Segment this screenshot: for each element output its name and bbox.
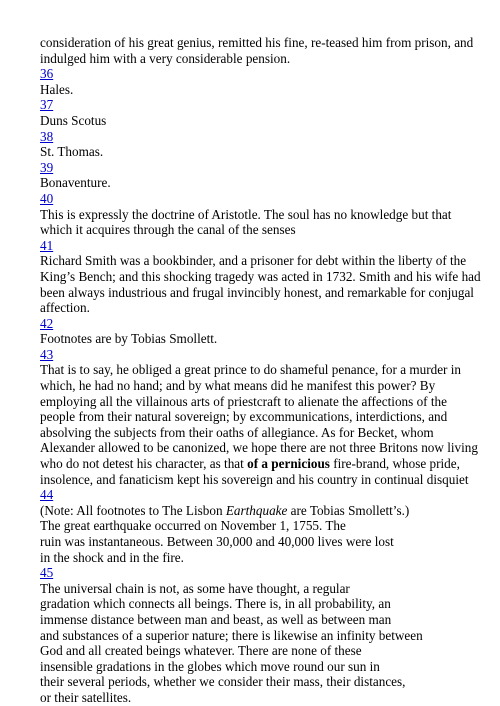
footnote-link-41[interactable]: 41: [40, 237, 54, 253]
footnote-link-40[interactable]: 40: [40, 190, 54, 206]
text-line: their several periods, whether we consider their mass, their distances,: [40, 674, 406, 690]
text-line-with-bold: [40, 456, 464, 472]
text-line: affection.: [40, 300, 90, 316]
footnote-continuation: [40, 35, 474, 66]
text-line: or their satellites.: [40, 689, 132, 705]
text-line: That is to say, he obliged a great prince to do shameful penance, for a murder in: [40, 362, 461, 378]
text-line: King’s Bench; and this shocking tragedy was acted in 1732. Smith and his wife had: [40, 268, 481, 284]
text-line: God and all created beings whatever. There are none of these: [40, 643, 362, 659]
bold-phrase: of a pernicious: [247, 456, 330, 472]
footnote-link-43[interactable]: 43: [40, 346, 54, 362]
italic-title: Earthquake: [225, 502, 288, 518]
text-line: which it acquires through the canal of the senses: [40, 222, 296, 238]
footnote-link-38[interactable]: 38: [40, 128, 54, 144]
text-line: Alexander allowed to be canonized, we hope there are not three Britons now living: [40, 440, 478, 456]
text-line: St. Thomas.: [40, 144, 104, 160]
text-line: which, he had no hand; and by what means did he manifest this power? By: [40, 378, 436, 394]
text-line: immense distance between man and beast, as well as between man: [40, 611, 392, 627]
footnote-36: [40, 82, 464, 98]
text-line: Duns Scotus: [40, 112, 107, 128]
footnote-link-45[interactable]: 45: [40, 565, 54, 581]
text-run: are Tobias Smollett’s.): [287, 502, 410, 518]
footnote-link-37[interactable]: 37: [40, 97, 54, 113]
footnote-38: [40, 144, 464, 160]
text-line: absolving the subjects from their oaths of allegiance. As for Becket, whom: [40, 424, 434, 440]
footnote-link-39[interactable]: 39: [40, 159, 54, 175]
text-line: insensible gradations in the globes which move round our sun in: [40, 658, 380, 674]
footnote-link-36[interactable]: 36: [40, 66, 54, 82]
footnote-link-44[interactable]: 44: [40, 487, 54, 503]
text-line: indulged him with a very considerable pension.: [40, 50, 291, 66]
text-line: ruin was instantaneous. Between 30,000 and 40,000 lives were lost: [40, 534, 394, 549]
footnote-42: [40, 331, 464, 347]
text-line: consideration of his great genius, remitted his fine, re-teased him from prison, and: [40, 35, 474, 50]
footnote-41: [40, 253, 481, 316]
text-line: Footnotes are by Tobias Smollett.: [40, 331, 218, 347]
footnote-39: [40, 175, 464, 191]
text-line: The universal chain is not, as some have thought, a regular: [40, 580, 350, 596]
footnote-40: [40, 207, 464, 238]
text-line: Bonaventure.: [40, 175, 111, 191]
text-line: employing all the villainous arts of priestcraft to alienate the affections of the: [40, 393, 447, 409]
text-line: insolence, and fanaticism kept his sovereign and his country in continual disquiet: [40, 471, 469, 487]
text-line-with-italic: [40, 503, 464, 519]
text-line: This is expressly the doctrine of Aristotle. The soul has no knowledge but that: [40, 206, 452, 222]
footnote-43: [40, 362, 478, 487]
text-line: and substances of a superior nature; there is likewise an infinity between: [40, 627, 423, 643]
footnote-37: [40, 113, 464, 129]
footnote-45: [40, 581, 464, 706]
footnote-link-42[interactable]: 42: [40, 315, 54, 331]
text-line: The great earthquake occurred on November 1, 1755. The: [40, 518, 346, 534]
text-line: in the shock and in the fire.: [40, 549, 184, 565]
text-run: (Note: All footnotes to The Lisbon: [40, 502, 226, 518]
text-line: gradation which connects all beings. There is, in all probability, an: [40, 596, 391, 612]
text-run: who do not detest his character, as that: [40, 456, 248, 472]
text-run: fire-brand, whose pride,: [329, 456, 460, 472]
text-line: people from their natural sovereign; by excommunications, interdictions, and: [40, 409, 448, 425]
footnote-44: [40, 503, 464, 565]
text-line: Hales.: [40, 81, 74, 97]
text-line: been always industrious and frugal invincibly honest, and remarkable for conjugal: [40, 284, 474, 300]
text-line: Richard Smith was a bookbinder, and a prisoner for debt within the liberty of the: [40, 253, 467, 269]
